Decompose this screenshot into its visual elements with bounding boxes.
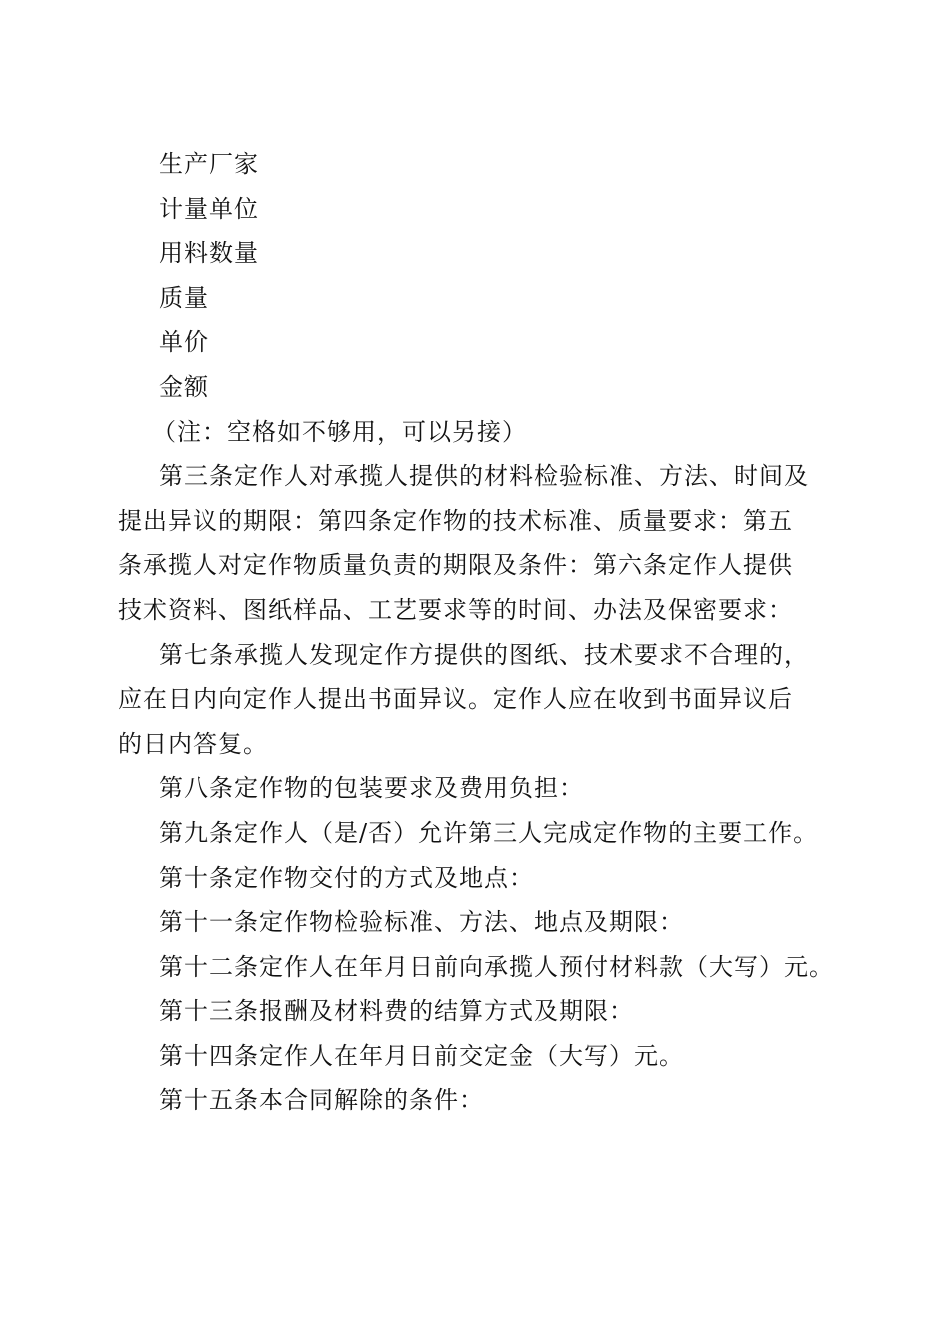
- article-3-line-4: 技术资料、图纸样品、工艺要求等的时间、办法及保密要求：: [118, 595, 793, 624]
- article-3-line-1: 第三条定作人对承揽人提供的材料检验标准、方法、时间及: [159, 462, 809, 491]
- article-11: 第十一条定作物检验标准、方法、地点及期限：: [159, 908, 684, 937]
- article-14: 第十四条定作人在年月日前交定金（大写）元。: [159, 1041, 684, 1070]
- item-quality: 质量: [159, 283, 209, 312]
- article-10: 第十条定作物交付的方式及地点：: [159, 863, 534, 892]
- article-3-line-3: 条承揽人对定作物质量负责的期限及条件：第六条定作人提供: [118, 551, 793, 580]
- item-note: （注：空格如不够用，可以另接）: [152, 417, 527, 446]
- article-15: 第十五条本合同解除的条件：: [159, 1086, 484, 1115]
- item-manufacturer: 生产厂家: [159, 150, 259, 178]
- article-7-line-2: 应在日内向定作人提出书面异议。定作人应在收到书面异议后: [118, 685, 793, 714]
- article-7-line-3: 的日内答复。: [118, 729, 268, 758]
- article-3-line-2: 提出异议的期限：第四条定作物的技术标准、质量要求：第五: [118, 506, 793, 535]
- item-amount: 金额: [159, 372, 209, 401]
- item-unit-price: 单价: [159, 328, 209, 357]
- contract-text: [118, 142, 834, 1123]
- article-12: 第十二条定作人在年月日前向承揽人预付材料款（大写）元。: [159, 952, 834, 981]
- article-8: 第八条定作物的包装要求及费用负担：: [159, 774, 584, 803]
- article-9: 第九条定作人（是/否）允许第三人完成定作物的主要工作。: [159, 818, 819, 847]
- item-unit: 计量单位: [159, 194, 259, 223]
- article-7-line-1: 第七条承揽人发现定作方提供的图纸、技术要求不合理的，: [159, 640, 809, 669]
- article-13: 第十三条报酬及材料费的结算方式及期限：: [159, 997, 634, 1026]
- item-quantity: 用料数量: [159, 239, 259, 268]
